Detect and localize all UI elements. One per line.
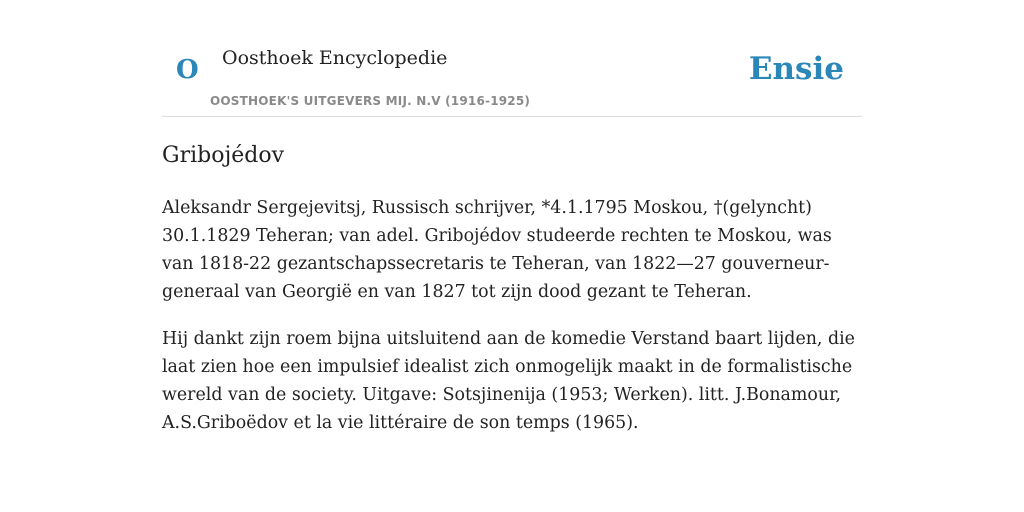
article xyxy=(162,141,862,437)
article-paragraph: Hij dankt zijn roem bijna uitsluitend aan de komedie Verstand baart lijden, die laat zien hoe een impulsief idealist zich onmogelijk maakt in de formalistische wereld van de society. Uitgave: Sotsjinenija (1953; Werken). litt. J.Bonamour, A.S.Griboëdov et la vie littéraire de son temps (1965). xyxy=(162,329,855,433)
site-title-link[interactable]: Oosthoek Encyclopedie xyxy=(222,47,448,69)
site-logo[interactable]: O xyxy=(176,55,199,85)
page-container xyxy=(162,0,862,437)
publisher-subtitle: OOSTHOEK'S UITGEVERS MIJ. N.V (1916-1925) xyxy=(210,94,531,108)
article-title: Gribojédov xyxy=(162,143,285,168)
article-paragraph: Aleksandr Sergejevitsj, Russisch schrijver, *4.1.1795 Moskou, †(gelyncht) 30.1.1829 Teheran; van adel. Gribojédov studeerde rechten te Moskou, was van 1818-22 gezantschapssecretaris te Teheran, van 1822—27 gouverneur-generaal van Georgië en van 1827 tot zijn dood gezant te Teheran. xyxy=(162,198,832,302)
brand-logo-link[interactable]: Ensie xyxy=(748,51,844,87)
site-header xyxy=(162,0,862,117)
